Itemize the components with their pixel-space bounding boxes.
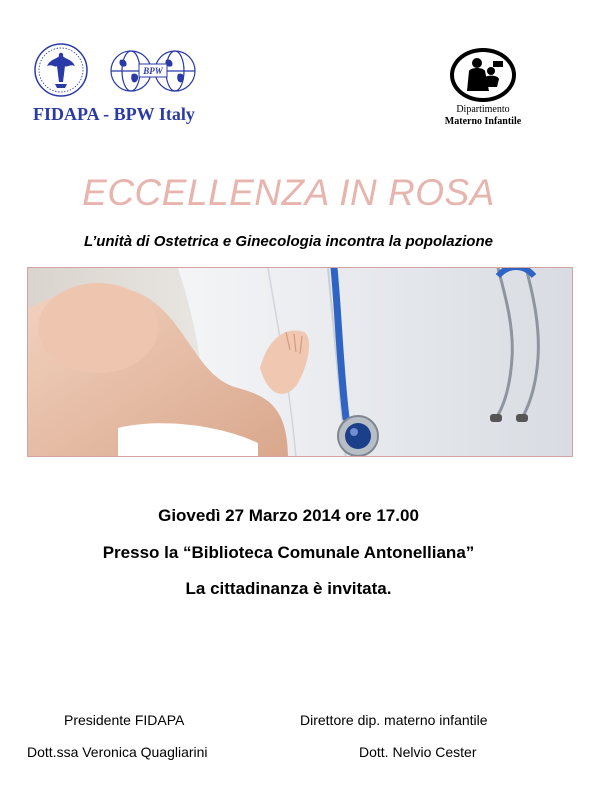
fidapa-logo-icon	[33, 42, 89, 98]
signature-left-name: Dott.ssa Veronica Quagliarini	[27, 744, 208, 760]
department-line1: Dipartimento	[456, 104, 510, 115]
signature-left-role: Presidente FIDAPA	[64, 712, 185, 728]
bpw-globe-logo-icon	[110, 48, 196, 94]
event-date-time: Giovedì 27 Marzo 2014 ore 17.00	[158, 506, 419, 525]
signature-right-name: Dott. Nelvio Cester	[359, 744, 477, 760]
org-name: FIDAPA - BPW Italy	[33, 104, 195, 124]
page-subtitle: L’unità di Ostetrica e Ginecologia incontra la popolazione	[84, 233, 493, 250]
bpw-badge-text: BPW	[143, 66, 163, 76]
department-logo-icon	[449, 47, 517, 103]
department-line2: Materno Infantile	[444, 116, 522, 127]
doctor-baby-photo	[27, 267, 573, 457]
event-invitation: La cittadinanza è invitata.	[185, 579, 392, 598]
event-venue: Presso la “Biblioteca Comunale Antonelliana”	[102, 543, 475, 562]
signature-right-role: Direttore dip. materno infantile	[300, 712, 488, 728]
page-title: ECCELLENZA IN ROSA	[82, 172, 495, 213]
